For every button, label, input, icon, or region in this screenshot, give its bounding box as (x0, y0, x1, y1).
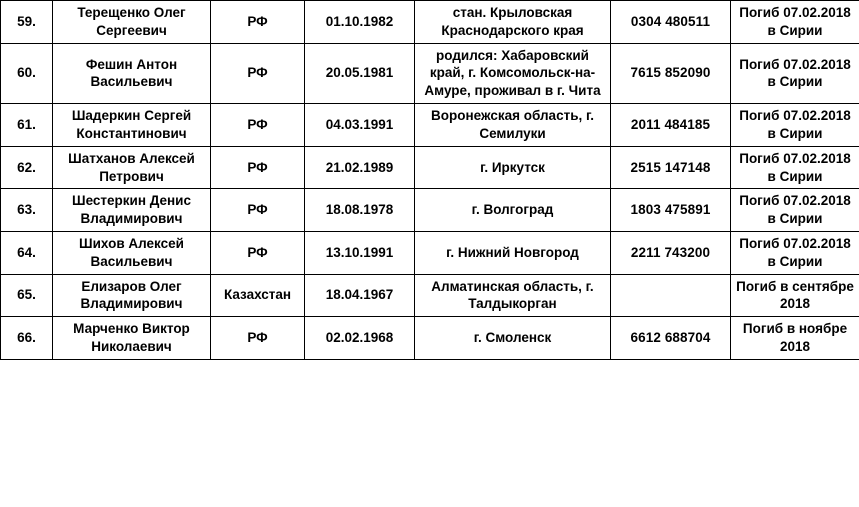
cell-status: Погиб 07.02.2018 в Сирии (731, 43, 859, 103)
cell-place: г. Смоленск (415, 317, 611, 360)
cell-place: Воронежская область, г. Семилуки (415, 104, 611, 147)
records-table-body (1, 1, 859, 360)
cell-place: г. Нижний Новгород (415, 231, 611, 274)
cell-name: Фешин Антон Васильевич (53, 43, 211, 103)
table-row (1, 274, 859, 317)
table-row (1, 146, 859, 189)
cell-document-number (611, 274, 731, 317)
cell-name: Терещенко Олег Сергеевич (53, 1, 211, 44)
cell-country: РФ (211, 317, 305, 360)
cell-date-of-birth: 21.02.1989 (305, 146, 415, 189)
cell-place: г. Иркутск (415, 146, 611, 189)
cell-status: Погиб 07.02.2018 в Сирии (731, 146, 859, 189)
cell-document-number: 0304 480511 (611, 1, 731, 44)
cell-date-of-birth: 18.08.1978 (305, 189, 415, 232)
cell-name: Марченко Виктор Николаевич (53, 317, 211, 360)
cell-document-number: 1803 475891 (611, 189, 731, 232)
table-row (1, 1, 859, 44)
table-row (1, 189, 859, 232)
table-row (1, 231, 859, 274)
cell-place: г. Волгоград (415, 189, 611, 232)
cell-document-number: 2211 743200 (611, 231, 731, 274)
cell-date-of-birth: 13.10.1991 (305, 231, 415, 274)
cell-date-of-birth: 04.03.1991 (305, 104, 415, 147)
cell-place: Алматинская область, г. Талдыкорган (415, 274, 611, 317)
cell-status: Погиб в сентябре 2018 (731, 274, 859, 317)
cell-number: 62. (1, 146, 53, 189)
cell-place: стан. Крыловская Краснодарского края (415, 1, 611, 44)
cell-country: РФ (211, 146, 305, 189)
cell-date-of-birth: 18.04.1967 (305, 274, 415, 317)
cell-document-number: 6612 688704 (611, 317, 731, 360)
table-row (1, 317, 859, 360)
cell-country: РФ (211, 43, 305, 103)
table-row (1, 43, 859, 103)
cell-number: 65. (1, 274, 53, 317)
cell-status: Погиб 07.02.2018 в Сирии (731, 189, 859, 232)
cell-status: Погиб 07.02.2018 в Сирии (731, 104, 859, 147)
cell-name: Шестеркин Денис Владимирович (53, 189, 211, 232)
cell-country: РФ (211, 1, 305, 44)
cell-country: РФ (211, 104, 305, 147)
cell-date-of-birth: 20.05.1981 (305, 43, 415, 103)
cell-name: Шадеркин Сергей Константинович (53, 104, 211, 147)
cell-number: 63. (1, 189, 53, 232)
cell-country: РФ (211, 189, 305, 232)
cell-document-number: 7615 852090 (611, 43, 731, 103)
cell-name: Шихов Алексей Васильевич (53, 231, 211, 274)
cell-number: 60. (1, 43, 53, 103)
table-row (1, 104, 859, 147)
cell-document-number: 2011 484185 (611, 104, 731, 147)
cell-number: 61. (1, 104, 53, 147)
cell-name: Елизаров Олег Владимирович (53, 274, 211, 317)
cell-date-of-birth: 01.10.1982 (305, 1, 415, 44)
cell-status: Погиб 07.02.2018 в Сирии (731, 1, 859, 44)
cell-name: Шатханов Алексей Петрович (53, 146, 211, 189)
cell-number: 64. (1, 231, 53, 274)
cell-country: РФ (211, 231, 305, 274)
cell-number: 66. (1, 317, 53, 360)
cell-place: родился: Хабаровский край, г. Комсомольск-на-Амуре, проживал в г. Чита (415, 43, 611, 103)
cell-country: Казахстан (211, 274, 305, 317)
cell-status: Погиб 07.02.2018 в Сирии (731, 231, 859, 274)
cell-document-number: 2515 147148 (611, 146, 731, 189)
cell-status: Погиб в ноябре 2018 (731, 317, 859, 360)
cell-number: 59. (1, 1, 53, 44)
cell-date-of-birth: 02.02.1968 (305, 317, 415, 360)
